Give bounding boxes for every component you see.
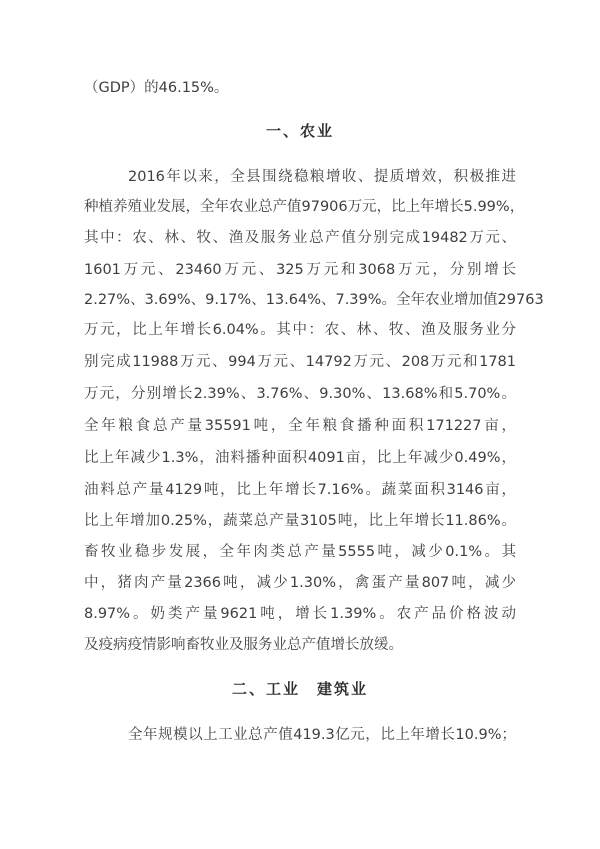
paragraph-line: 万元，比上年增长6.04%。其中：农、林、牧、渔及服务业分 — [84, 322, 516, 338]
paragraph-line: 油料总产量4129吨，比上年增长7.16%。蔬菜面积3146亩， — [84, 482, 516, 498]
paragraph-line: 及疫病疫情影响畜牧业及服务业总产值增长放缓。 — [84, 637, 403, 653]
paragraph-line: 比上年增加0.25%，蔬菜总产量3105吨，比上年增长11.86%。 — [84, 513, 516, 529]
continuation-line: （GDP）的46.15%。 — [84, 80, 229, 96]
paragraph-line: 全年粮食总产量35591吨，全年粮食播种面积171227亩， — [84, 418, 516, 434]
paragraph-line: 1601万元、23460万元、325万元和3068万元，分别增长 — [84, 262, 516, 278]
paragraph-line: 畜牧业稳步发展，全年肉类总产量5555吨，减少0.1%。其 — [84, 544, 516, 560]
paragraph-line: 中，猪肉产量2366吨，减少1.30%，禽蛋产量807吨，减少 — [84, 575, 516, 591]
paragraph-line: 8.97%。奶类产量9621吨，增长1.39%。农产品价格波动 — [84, 606, 516, 622]
paragraph-line: 其中：农、林、牧、渔及服务业总产值分别完成19482万元、 — [84, 230, 516, 246]
section-heading-agriculture: 一、农业 — [265, 122, 334, 140]
paragraph-line: 全年规模以上工业总产值419.3亿元，比上年增长10.9%； — [128, 727, 516, 743]
paragraph-line: 万元，分别增长2.39%、3.76%、9.30%、13.68%和5.70%。 — [84, 386, 516, 402]
paragraph-line: 比上年减少1.3%，油料播种面积4091亩，比上年减少0.49%， — [84, 450, 516, 466]
paragraph-line: 2.27%、3.69%、9.17%、13.64%、7.39%。全年农业增加值29763 — [84, 292, 544, 308]
paragraph-line: 别完成11988万元、994万元、14792万元、208万元和1781 — [84, 354, 516, 370]
paragraph-line: 2016年以来，全县围绕稳粮增收、提质增效，积极推进 — [128, 169, 516, 185]
section-heading-industry: 二、工业 建筑业 — [231, 680, 368, 698]
paragraph-line: 种植养殖业发展，全年农业总产值97906万元，比上年增长5.99%， — [84, 199, 525, 215]
